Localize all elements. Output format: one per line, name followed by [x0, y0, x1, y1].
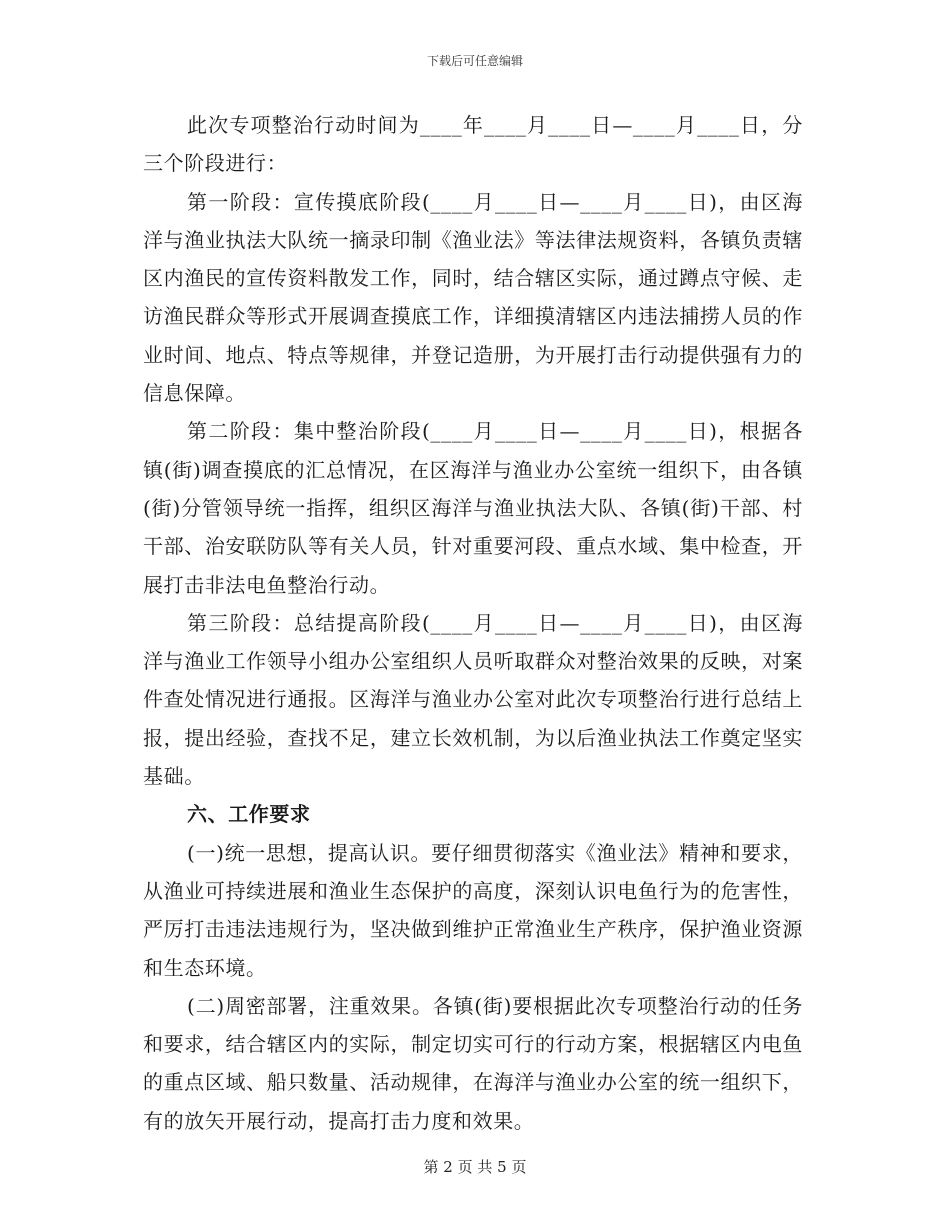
section-heading-requirements: 六、工作要求	[187, 802, 311, 827]
paragraph-schedule: 此次专项整治行动时间为____年____月____日—____月____日，分三个阶段进行：	[143, 113, 803, 176]
paragraph-requirement-one: (一)统一思想，提高认识。要仔细贯彻落实《渔业法》精神和要求，从渔业可持续进展和渔业生态保护的高度，深刻认识电鱼行为的危害性，严厉打击违法违规行为，坚决做到维护正常渔业生产秩序，保护渔业资源和生态环境。	[143, 840, 803, 980]
paragraph-phase-three: 第三阶段：总结提高阶段(____月____日—____月____日)，由区海洋与渔业工作领导小组办公室组织人员听取群众对整治效果的反映，对案件查处情况进行通报。区海洋与渔业办公室对此次专项整治行进行总结上报，提出经验，查找不足，建立长效机制，为以后渔业执法工作奠定坚实基础。	[143, 610, 803, 789]
paragraph-phase-two: 第二阶段：集中整治阶段(____月____日—____月____日)，根据各镇(街)调查摸底的汇总情况，在区海洋与渔业办公室统一组织下，由各镇(街)分管领导统一指挥，组织区海洋与渔业执法大队、各镇(街)干部、村干部、治安联防队等有关人员，针对重要河段、重点水域、集中检查，开展打击非法电鱼整治行动。	[143, 419, 803, 597]
paragraph-phase-one: 第一阶段：宣传摸底阶段(____月____日—____月____日)，由区海洋与渔业执法大队统一摘录印制《渔业法》等法律法规资料，各镇负责辖区内渔民的宣传资料散发工作，同时，结合辖区实际，通过蹲点守候、走访渔民群众等形式开展调查摸底工作，详细摸清辖区内违法捕捞人员的作业时间、地点、特点等规律，并登记造册，为开展打击行动提供强有力的信息保障。	[143, 189, 803, 406]
document-body	[143, 106, 803, 1140]
page-number: 第 2 页 共 5 页	[423, 1158, 527, 1176]
paragraph-requirement-two: (二)周密部署，注重效果。各镇(街)要根据此次专项整治行动的任务和要求，结合辖区内的实际，制定切实可行的行动方案，根据辖区内电鱼的重点区域、船只数量、活动规律，在海洋与渔业办公室的统一组织下，有的放矢开展行动，提高打击力度和效果。	[143, 993, 803, 1133]
page-header-note: 下载后可任意编辑	[426, 54, 523, 68]
